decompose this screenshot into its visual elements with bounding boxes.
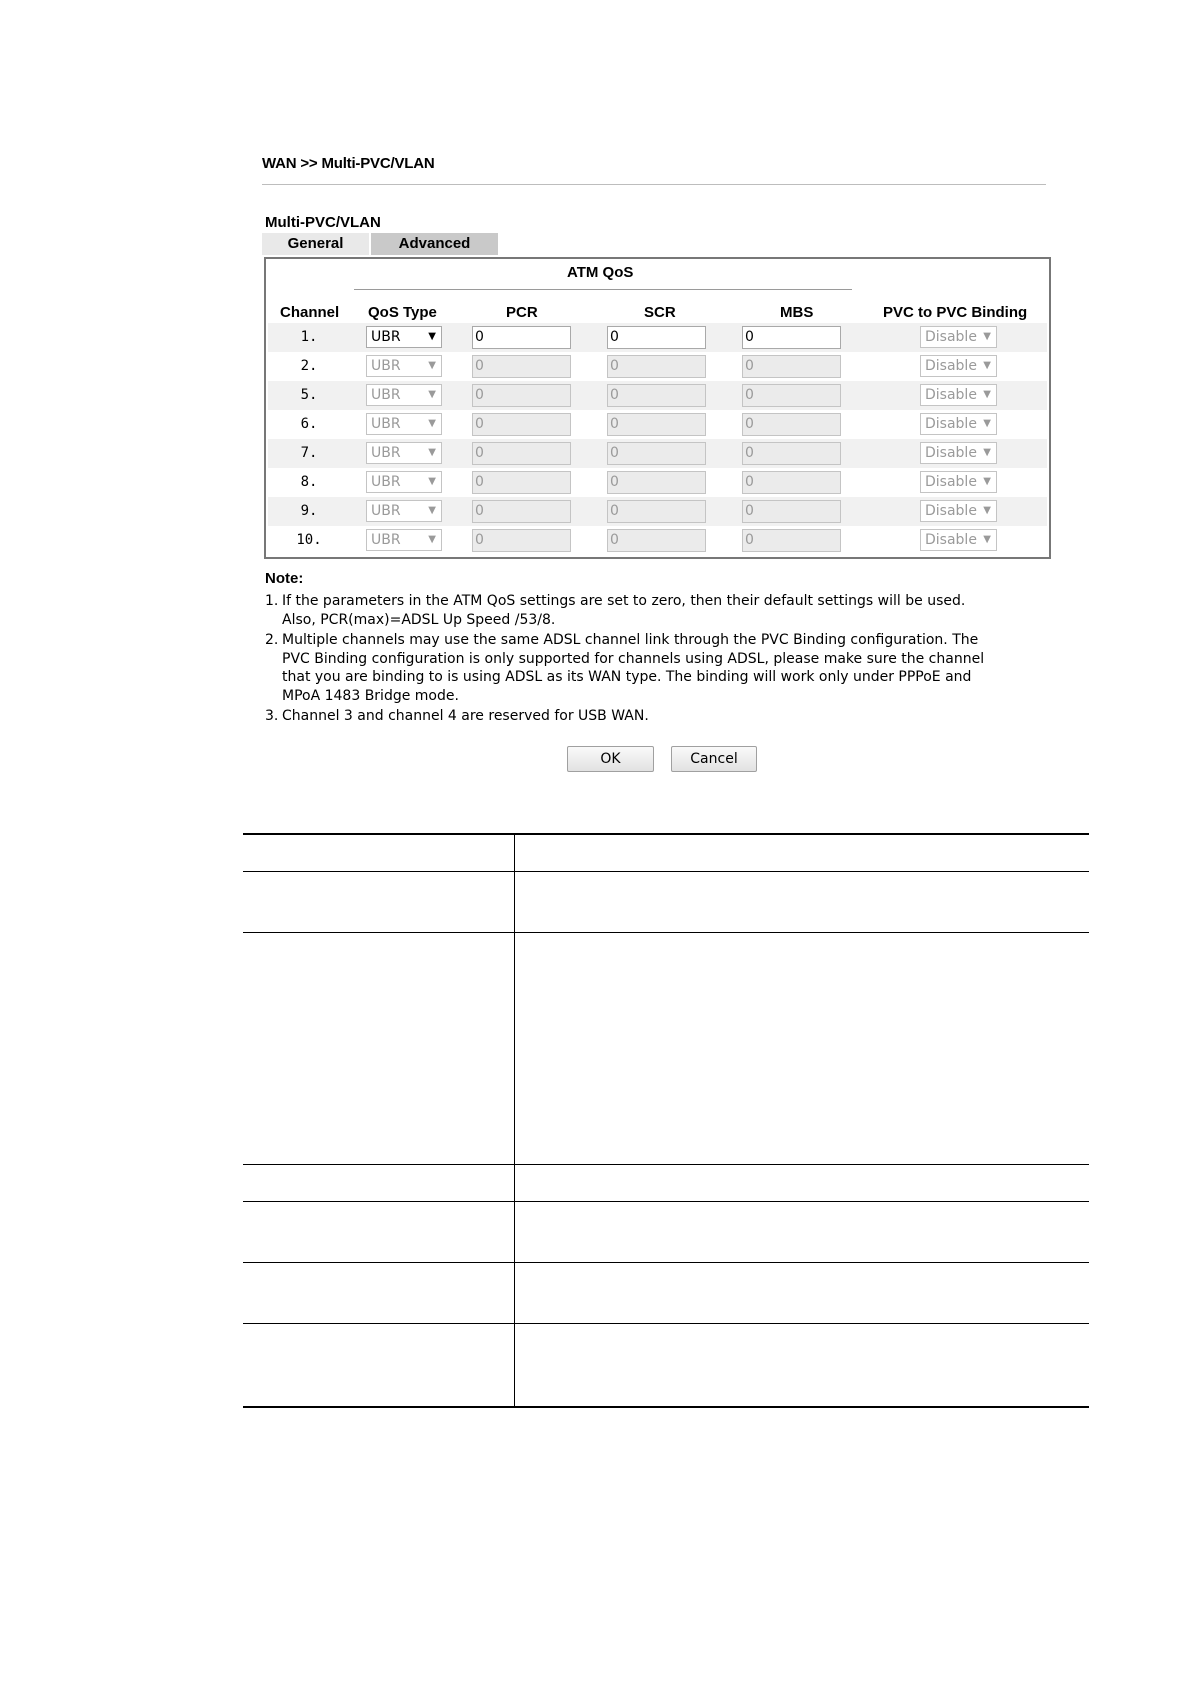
binding-select[interactable]: Disable ▼ [920,500,997,522]
header-divider [262,184,1046,185]
chevron-down-icon: ▼ [983,418,991,429]
chevron-down-icon: ▼ [428,418,436,429]
tab-advanced[interactable]: Advanced [371,233,498,255]
note-section [265,570,1065,728]
note-title: Note: [265,570,304,587]
qos-type-select[interactable]: UBR ▼ [366,529,442,551]
pcr-input[interactable]: 0 [472,326,571,349]
header-mbs: MBS [780,304,814,321]
ok-button[interactable]: OK [567,746,654,772]
table-column-divider [514,833,515,1408]
channel-number: 2. [300,358,318,374]
chevron-down-icon: ▼ [428,360,436,371]
channel-number: 10. [296,532,322,548]
header-pcr: PCR [506,304,538,321]
table-row [268,410,1047,439]
section-title: Multi-PVC/VLAN [265,214,381,231]
pcr-input[interactable]: 0 [472,471,571,494]
pcr-input[interactable]: 0 [472,355,571,378]
breadcrumb: WAN >> Multi-PVC/VLAN [262,155,435,172]
table-row [268,497,1047,526]
channel-number: 7. [300,445,318,461]
qos-type-select[interactable]: UBR ▼ [366,442,442,464]
note-list [265,592,1065,726]
note-item: 2. Multiple channels may use the same ADSL channel link through the PVC Binding configuration. The PVC Binding configuration is only supported for channels using ADSL, please make sure the channel that you are binding to is using ADSL as its WAN type. The binding will work only under PPPoE and MPoA 1483 Bridge mode. [265,631,1065,705]
header-qos-type: QoS Type [368,304,437,321]
binding-select[interactable]: Disable ▼ [920,326,997,348]
table-row-divider [243,1262,1089,1263]
mbs-input[interactable]: 0 [742,442,841,465]
mbs-input[interactable]: 0 [742,529,841,552]
chevron-down-icon: ▼ [428,331,436,342]
chevron-down-icon: ▼ [428,476,436,487]
qos-type-select[interactable]: UBR ▼ [366,471,442,493]
channel-number: 5. [300,387,318,403]
atm-qos-panel [264,257,1051,559]
channel-number: 1. [300,329,318,345]
chevron-down-icon: ▼ [983,476,991,487]
table-row-divider [243,1201,1089,1202]
table-border-top [243,833,1089,835]
note-line: MPoA 1483 Bridge mode. [282,687,459,704]
chevron-down-icon: ▼ [983,331,991,342]
description-table [243,833,1089,1408]
mbs-input[interactable]: 0 [742,500,841,523]
channel-number: 9. [300,503,318,519]
mbs-input[interactable]: 0 [742,384,841,407]
binding-select[interactable]: Disable ▼ [920,384,997,406]
qos-type-select[interactable]: UBR ▼ [366,326,442,348]
mbs-input[interactable]: 0 [742,355,841,378]
table-row [268,323,1047,352]
chevron-down-icon: ▼ [983,534,991,545]
note-item: 1. If the parameters in the ATM QoS settings are set to zero, then their default settings will be used. Also, PCR(max)=ADSL Up Speed /53/8. [265,592,1065,629]
header-binding: PVC to PVC Binding [883,304,1028,321]
mbs-input[interactable]: 0 [742,471,841,494]
channel-number: 8. [300,474,318,490]
note-item: 3. Channel 3 and channel 4 are reserved for USB WAN. [265,707,1065,726]
mbs-input[interactable]: 0 [742,413,841,436]
header-scr: SCR [644,304,676,321]
scr-input[interactable]: 0 [607,442,706,465]
tab-general[interactable]: General [262,233,369,255]
pcr-input[interactable]: 0 [472,442,571,465]
scr-input[interactable]: 0 [607,355,706,378]
pcr-input[interactable]: 0 [472,384,571,407]
channel-number: 6. [300,416,318,432]
scr-input[interactable]: 0 [607,500,706,523]
note-line: Multiple channels may use the same ADSL channel link through the PVC Binding configuration. The [282,632,979,648]
chevron-down-icon: ▼ [428,447,436,458]
note-line: If the parameters in the ATM QoS settings are set to zero, then their default settings will be used. [282,593,966,609]
note-line: PVC Binding configuration is only supported for channels using ADSL, please make sure the channel [282,650,985,667]
header-channel: Channel [280,304,340,321]
qos-type-select[interactable]: UBR ▼ [366,413,442,435]
chevron-down-icon: ▼ [983,389,991,400]
table-row [268,381,1047,410]
cancel-button[interactable]: Cancel [671,746,757,772]
binding-select[interactable]: Disable ▼ [920,529,997,551]
table-row-divider [243,1323,1089,1324]
chevron-down-icon: ▼ [428,389,436,400]
atm-qos-divider [354,289,852,290]
table-row-divider [243,1164,1089,1165]
scr-input[interactable]: 0 [607,326,706,349]
chevron-down-icon: ▼ [428,534,436,545]
pcr-input[interactable]: 0 [472,413,571,436]
chevron-down-icon: ▼ [983,360,991,371]
scr-input[interactable]: 0 [607,529,706,552]
table-border-bottom [243,1406,1089,1408]
chevron-down-icon: ▼ [428,505,436,516]
note-line: Channel 3 and channel 4 are reserved for USB WAN. [282,708,649,724]
mbs-input[interactable]: 0 [742,326,841,349]
scr-input[interactable]: 0 [607,471,706,494]
table-row [268,468,1047,497]
binding-select[interactable]: Disable ▼ [920,413,997,435]
scr-input[interactable]: 0 [607,413,706,436]
table-row [268,526,1047,555]
table-row [268,352,1047,381]
binding-select[interactable]: Disable ▼ [920,355,997,377]
qos-type-select[interactable]: UBR ▼ [366,500,442,522]
pcr-input[interactable]: 0 [472,500,571,523]
binding-select[interactable]: Disable ▼ [920,471,997,493]
qos-type-select[interactable]: UBR ▼ [366,384,442,406]
table-row-divider [243,871,1089,872]
note-line: that you are binding to is using ADSL as its WAN type. The binding will work only under PPPoE and [282,669,972,685]
pcr-input[interactable]: 0 [472,529,571,552]
atm-qos-title: ATM QoS [567,264,634,281]
qos-type-select[interactable]: UBR ▼ [366,355,442,377]
table-row [268,439,1047,468]
note-line: Also, PCR(max)=ADSL Up Speed /53/8. [282,611,556,628]
chevron-down-icon: ▼ [983,447,991,458]
tab-bar [262,233,498,255]
binding-select[interactable]: Disable ▼ [920,442,997,464]
chevron-down-icon: ▼ [983,505,991,516]
scr-input[interactable]: 0 [607,384,706,407]
table-row-divider [243,932,1089,933]
